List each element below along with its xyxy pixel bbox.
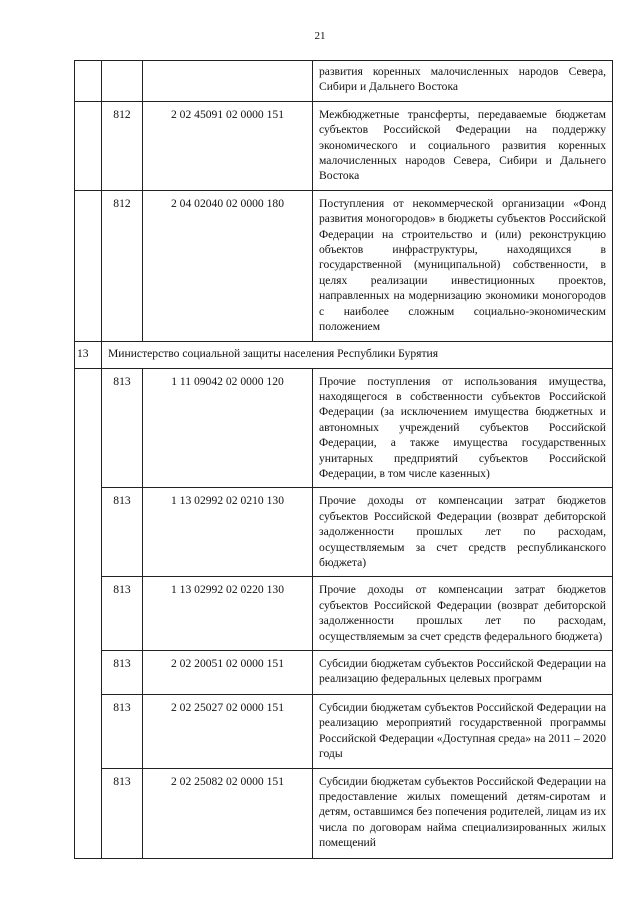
revenue-name-cell: Субсидии бюджетам субъектов Российской Федерации на реализацию федеральных целевых программ — [313, 651, 613, 695]
table-row — [75, 577, 613, 651]
admin-code-cell — [102, 61, 143, 102]
section-header-row — [75, 341, 613, 368]
table-row — [75, 101, 613, 190]
table-row — [75, 695, 613, 769]
table-row — [75, 61, 613, 102]
admin-code-cell: 812 — [102, 190, 143, 341]
row-number-cell — [75, 61, 102, 102]
revenue-name-cell: Субсидии бюджетам субъектов Российской Федерации на реализацию мероприятий государственной программы Российской Федерации «Доступная среда» на 2011 – 2020 годы — [313, 695, 613, 769]
budget-code-cell: 2 02 20051 02 0000 151 — [143, 651, 313, 695]
admin-code-cell: 813 — [102, 651, 143, 695]
table-row — [75, 190, 613, 341]
revenue-name-cell: Прочие доходы от компенсации затрат бюджетов субъектов Российской Федерации (возврат дебиторской задолженности прошлых лет по расходам, осуществляемым за счет средств республиканского бюджета) — [313, 488, 613, 577]
admin-code-cell: 813 — [102, 577, 143, 651]
revenue-table — [74, 60, 613, 859]
admin-code-cell: 812 — [102, 101, 143, 190]
row-number-cell — [75, 101, 102, 190]
table-row — [75, 768, 613, 858]
budget-code-cell: 1 11 09042 02 0000 120 — [143, 368, 313, 488]
section-title: Министерство социальной защиты населения Республики Бурятия — [102, 341, 613, 368]
budget-code-cell — [143, 61, 313, 102]
revenue-name-cell: Межбюджетные трансферты, передаваемые бюджетам субъектов Российской Федерации на поддержку экономического и социального развития коренных малочисленных народов Севера, Сибири и Дальнего Востока — [313, 101, 613, 190]
page-number: 21 — [314, 30, 326, 42]
admin-code-cell: 813 — [102, 768, 143, 858]
table-row — [75, 651, 613, 695]
table-row — [75, 368, 613, 488]
table-row — [75, 488, 613, 577]
row-number-cell — [75, 368, 102, 858]
section-number: 13 — [75, 341, 102, 368]
budget-code-cell: 2 04 02040 02 0000 180 — [143, 190, 313, 341]
row-number-cell — [75, 190, 102, 341]
admin-code-cell: 813 — [102, 488, 143, 577]
budget-code-cell: 2 02 25082 02 0000 151 — [143, 768, 313, 858]
budget-code-cell: 1 13 02992 02 0210 130 — [143, 488, 313, 577]
revenue-name-cell: Прочие поступления от использования имущества, находящегося в собственности субъектов Российской Федерации (за исключением имущества бюджетных и автономных учреждений субъектов Российской Федерации, а также имущества государственных унитарных предприятий субъектов Российской Федерации, в том числе казенных) — [313, 368, 613, 488]
revenue-name-cell: Субсидии бюджетам субъектов Российской Федерации на предоставление жилых помещений детям-сиротам и детям, оставшимся без попечения родителей, лицам из их числа по договорам найма специализированных жилых помещений — [313, 768, 613, 858]
admin-code-cell: 813 — [102, 695, 143, 769]
revenue-name-cell: развития коренных малочисленных народов Севера, Сибири и Дальнего Востока — [313, 61, 613, 102]
budget-code-cell: 1 13 02992 02 0220 130 — [143, 577, 313, 651]
admin-code-cell: 813 — [102, 368, 143, 488]
budget-code-cell: 2 02 45091 02 0000 151 — [143, 101, 313, 190]
revenue-name-cell: Прочие доходы от компенсации затрат бюджетов субъектов Российской Федерации (возврат дебиторской задолженности прошлых лет по расходам, осуществляемым за счет средств федерального бюджета) — [313, 577, 613, 651]
revenue-name-cell: Поступления от некоммерческой организации «Фонд развития моногородов» в бюджеты субъектов Российской Федерации на строительство и (или) реконструкцию объектов инфраструктуры, находящихся в государственной (муниципальной) собственности, в целях реализации инвестиционных проектов, направленных на модернизацию экономики моногородов с наиболее сложным социально-экономическим положением — [313, 190, 613, 341]
budget-code-cell: 2 02 25027 02 0000 151 — [143, 695, 313, 769]
